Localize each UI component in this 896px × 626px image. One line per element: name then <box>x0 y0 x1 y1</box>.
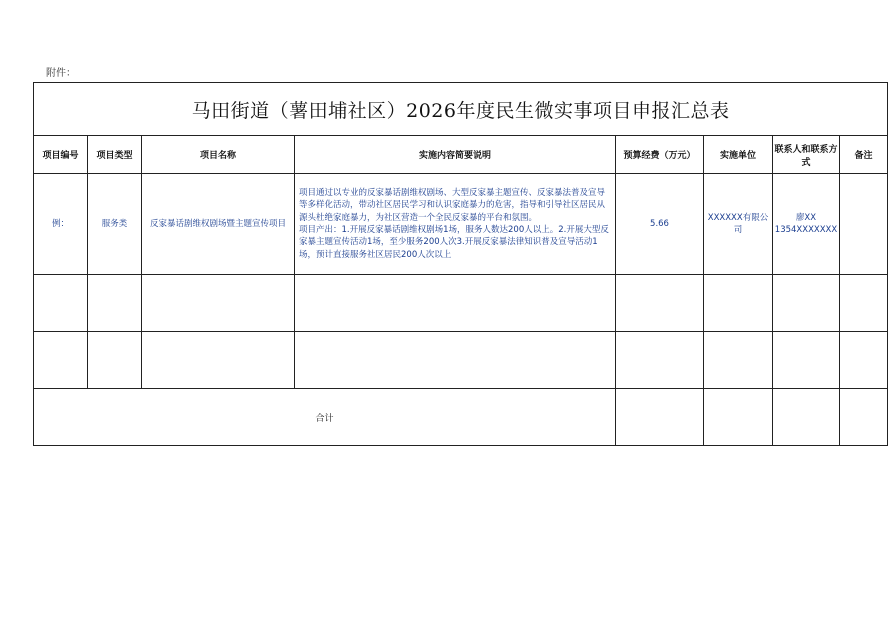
header-name: 项目名称 <box>142 136 295 174</box>
header-type: 项目类型 <box>88 136 142 174</box>
table-row <box>34 174 888 275</box>
empty-cell <box>616 332 704 389</box>
empty-cell <box>88 332 142 389</box>
attachment-label: 附件： <box>46 68 76 79</box>
total-label: 合计 <box>34 389 616 446</box>
empty-cell <box>295 275 616 332</box>
cell-unit: XXXXXX有限公司 <box>704 174 773 275</box>
header-budget: 预算经费（万元） <box>616 136 704 174</box>
empty-cell <box>704 332 773 389</box>
cell-remark <box>840 174 888 275</box>
cell-budget: 5.66 <box>616 174 704 275</box>
header-number: 项目编号 <box>34 136 88 174</box>
empty-cell <box>34 275 88 332</box>
cell-description <box>295 174 616 275</box>
total-remark <box>840 389 888 446</box>
cell-name: 反家暴话剧维权剧场暨主题宣传项目 <box>142 174 295 275</box>
empty-cell <box>142 275 295 332</box>
empty-cell <box>773 275 840 332</box>
total-unit <box>704 389 773 446</box>
empty-cell <box>142 332 295 389</box>
table-row <box>34 275 888 332</box>
table-row <box>34 332 888 389</box>
empty-cell <box>295 332 616 389</box>
total-budget <box>616 389 704 446</box>
header-row <box>34 136 888 174</box>
title-row <box>34 83 888 136</box>
header-unit: 实施单位 <box>704 136 773 174</box>
description-line: 项目通过以专业的反家暴话剧维权剧场、大型反家暴主题宣传、反家暴法普及宣导等多样化活动，带动社区居民学习和认识家庭暴力的危害，指导和引导社区居民从源头杜绝家庭暴力，为社区营造一个全民反家暴的平台和氛围。 <box>299 188 606 223</box>
header-description: 实施内容简要说明 <box>295 136 616 174</box>
contact-name: 廖XX <box>795 212 817 223</box>
empty-cell <box>616 275 704 332</box>
header-remark: 备注 <box>840 136 888 174</box>
table-title: 马田街道（薯田埔社区）2026年度民生微实事项目申报汇总表 <box>34 83 888 136</box>
cell-contact <box>773 174 840 275</box>
header-contact: 联系人和联系方式 <box>773 136 840 174</box>
empty-cell <box>88 275 142 332</box>
summary-table <box>33 82 888 446</box>
empty-cell <box>704 275 773 332</box>
cell-number: 例： <box>34 174 88 275</box>
empty-cell <box>840 275 888 332</box>
cell-type: 服务类 <box>88 174 142 275</box>
contact-phone: 1354XXXXXXX <box>774 225 838 235</box>
description-line: 项目产出：1.开展反家暴话剧维权剧场1场，服务人数达200人以上。2.开展大型反家暴主题宣传活动1场，至少服务200人次3.开展反家暴法律知识普及宣导活动1场，预计直接服务社区居民200人次以上 <box>299 225 609 260</box>
total-contact <box>773 389 840 446</box>
total-row <box>34 389 888 446</box>
empty-cell <box>840 332 888 389</box>
empty-cell <box>34 332 88 389</box>
empty-cell <box>773 332 840 389</box>
